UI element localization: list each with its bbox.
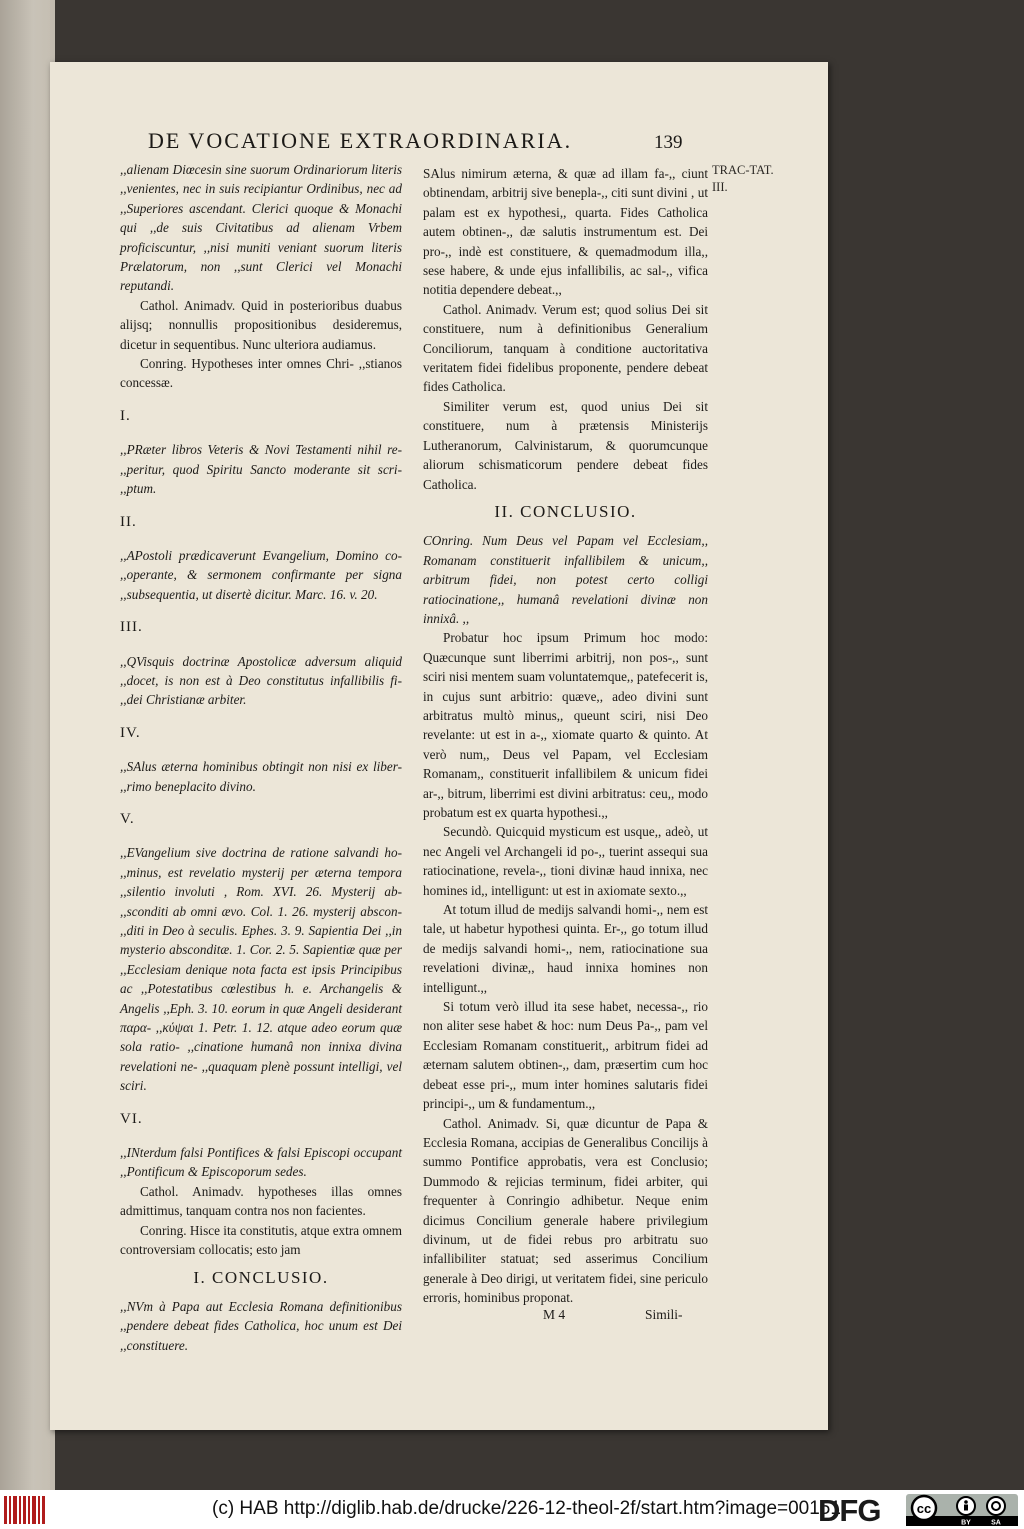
- cc-by-sa-icon: [906, 1494, 1018, 1526]
- hypothesis-number: III.: [120, 619, 143, 636]
- paragraph: Secundò. Quicquid mysticum est usque,, adeò, ut nec Angeli vel Archangeli id po-,, tuerint assequi sua ratiocinatione, revela-,, tioni divinæ haud innixa, nec homines id,, intelligunt: ut est in axiomate sexto.,,: [423, 824, 708, 898]
- page-number: 139: [654, 132, 683, 153]
- hypothesis-text: ,,QVisquis doctrinæ Apostolicæ adversum aliquid ,,docet, is non est à Deo constitutus infallibilis fi- ,,dei Christianæ arbiter.: [120, 653, 402, 708]
- conclusion-heading: I. CONCLUSIO.: [193, 1267, 329, 1287]
- hypothesis-number: I.: [120, 407, 131, 424]
- hypothesis-text: ,,EVangelium sive doctrina de ratione salvandi ho- ,,minus, est revelatio mysterij per æterna tempora ,,silentio involuti , Rom. XVI. 26. Mysterij ab- ,,sconditi ab omni ævo. Col. 1. 26. mysterij abscon- ,,diti in Deo à seculis. Ephes. 3. 9. Sapientia Dei ,,in mysterio absconditæ. 1. Cor. 2. 5. Sapientiæ quæ per ,,Ecclesiam denique nota facta est ipsis Principibus ac ,,Potestatibus cœlestibus h. e. Archangelis & Angelis ,,Eph. 3. 10. eorum in quæ Angeli desiderant παρα- ,,κύψαι 1. Petr. 1. 12. atque adeo eorum quæ sola ratio- ,,cinatione humanâ non innixa divina revelationi ne- ,,quaquam plenè possunt intelligi, vel sciri.: [120, 845, 402, 1094]
- paragraph: Cathol. Animadv. Verum est; quod solius Dei sit constituere, num à definitionibus Generalium Conciliorum, tanquam à conditione auctoritativa veritatem fidei fidelibus proponente, pendere debeat fides Catholica.: [423, 301, 708, 395]
- paragraph: Cathol. Animadv. Quid in posterioribus duabus alijsq; nonnullis propositionibus desideremus, dicetur in sequentibus. Nunc ulteriora audiamus.: [120, 297, 402, 352]
- hypothesis-text: ,,PRæter libros Veteris & Novi Testamenti nihil re- ,,peritur, quod Spiritu Sancto moderante sit scri- ,,ptum.: [120, 442, 402, 497]
- previous-page-edge: [0, 0, 55, 1490]
- hypothesis-text: ,,APostoli prædicaverunt Evangelium, Domino co- ,,operante, & sermonem confirmante per signa ,,subsequentia, ut disertè dicitur. Marc. 16. v. 20.: [120, 547, 402, 602]
- paragraph: SAlus nimirum æterna, & quæ ad illam fa-,, ciunt obtinendam, arbitrij sive benepla-,, citi sunt divini , ut palam est ex hypothesi,, quarta. Fides Catholica autem obtinen-,, dæ salutis instrumentum est. Dei pro-,, indè est constituere, & quemadmodum illa,, sese habere, & unde ejus infallibilis, ac sal-,, vifica notitia dependere debeat.,,: [423, 166, 708, 298]
- footer-bar: [0, 1490, 1024, 1529]
- conclusion-text: COnring. Num Deus vel Papam vel Ecclesiam,, Romanam constituerit infallibilem & unicum,, arbitrum fidei, non potest certo colligi ratiocinatione,, humanâ revelationi divinæ non innixâ. ,,: [423, 533, 708, 626]
- paragraph: ,,alienam Diœcesin sine suorum Ordinariorum literis ,,venientes, nec in suis recipiantur Ordinibus, nec ad ,,Superiores ascendant. Clerici quoque & Monachi qui ,,de suis Civitatibus ad alienam Vrbem proficiscuntur, ,,nisi muniti veniant suorum literis Prælatorum, non ,,sunt Clerici vel Monachi reputandi.: [120, 162, 402, 294]
- paragraph: Cathol. Animadv. Si, quæ dicuntur de Papa & Ecclesia Romana, accipias de Generalibus Concilijs à summo Pontifice approbatis, vera est Conclusio; Dummodo & rejicias terminum, fidei arbiter, qui frequenter à Conringio adhibetur. Neque enim dicimus Concilium generale habere privilegium divinum, ut de fidei rebus pro arbitratu suo infallibiliter statuat; sed asserimus Concilium generale à Deo dirigi, ut veritatem fidei, sine periculo erroris, hominibus proponat.: [423, 1115, 708, 1306]
- hypothesis-text: ,,SAlus æterna hominibus obtingit non nisi ex liber- ,,rimo beneplacito divino.: [120, 759, 402, 794]
- paragraph: At totum illud de medijs salvandi homi-,, nem est tale, ut habetur hypothesi quinta. Er-,, go totum illud de medijs salvandi homi-,, nem, ratiocinatione sua revelationi divinæ,, haud innixa homines non intelligunt.,,: [423, 902, 708, 995]
- paragraph: Si totum verò illud ita sese habet, necessa-,, rio non aliter sese habet & hoc: num Deus Pa-,, pam vel Ecclesiam Romanam constituerit,, arbitrum fidei ad æternam salutem obtinen-,, dam, præsertim cum hoc debeat esse pri-,, mum inter homines salutaris fidei principi-,, um & fundamentum.,,: [423, 999, 708, 1112]
- hypothesis-text: ,,INterdum falsi Pontifices & falsi Episcopi occupant ,,Pontificum & Episcoporum sedes.: [120, 1145, 402, 1180]
- signature-mark: M 4: [543, 1307, 566, 1322]
- conclusion-heading: II. CONCLUSIO.: [494, 501, 637, 521]
- hypothesis-number: V.: [120, 810, 135, 827]
- left-column: [120, 160, 402, 1355]
- paragraph: Cathol. Animadv. hypotheses illas omnes admittimus, tanquam contra nos non facientes.: [120, 1183, 402, 1219]
- hypothesis-number: IV.: [120, 724, 141, 741]
- svg-text:BY: BY: [961, 1519, 971, 1526]
- paragraph: Similiter verum est, quod unius Dei sit constituere, num à prætensis Ministerijs Lutheranorum, Calvinistarum, & quorumcunque aliorum schismaticorum pendere debeat fides Catholica.: [423, 398, 708, 492]
- hypothesis-number: II.: [120, 513, 137, 530]
- dfg-logo: DFG: [818, 1493, 881, 1528]
- margin-note: TRAC-TAT. III.: [712, 163, 774, 194]
- svg-text:SA: SA: [991, 1519, 1001, 1526]
- right-column: [423, 164, 708, 1308]
- hypothesis-number: VI.: [120, 1110, 143, 1127]
- hab-logo-icon: [4, 1496, 48, 1524]
- catchword: Simili-: [645, 1307, 683, 1322]
- copyright-link[interactable]: (c) HAB http://diglib.hab.de/drucke/226-12-theol-2f/start.htm?image=00151: [212, 1498, 841, 1519]
- paragraph: Conring. Hypotheses inter omnes Chri- ,,stianos concessæ.: [120, 356, 402, 391]
- svg-text:cc: cc: [916, 1501, 932, 1516]
- paragraph: Conring. Hisce ita constitutis, atque extra omnem controversiam collocatis; esto jam: [120, 1222, 402, 1258]
- conclusion-text: ,,NVm à Papa aut Ecclesia Romana definitionibus ,,pendere debeat fides Catholica, hoc unum est Dei ,,constituere.: [120, 1298, 402, 1353]
- running-head: DE VOCATIONE EXTRAORDINARIA.: [148, 128, 573, 153]
- paragraph: Probatur hoc ipsum Primum hoc modo: Quæcunque sunt liberrimi arbitrij, non pos-,, sunt sciri nisi mentem suam voluntatemque,, patefecerit is, in cujus sunt arbitrio: quæve,, adeo divini sunt arbitratus multò minus,, queunt sciri, nisi Deo revelante: ut est in a-,, xiomate quarto & quinto. At verò num,, Deus vel Papam, vel Ecclesiam Romanam,, constituerit infallibilem & unicum fidei ar-,, bitrum, liberrimi est divini arbitratus: ceu,, modo probatum est ex quarta hypothesi.,,: [423, 630, 708, 820]
